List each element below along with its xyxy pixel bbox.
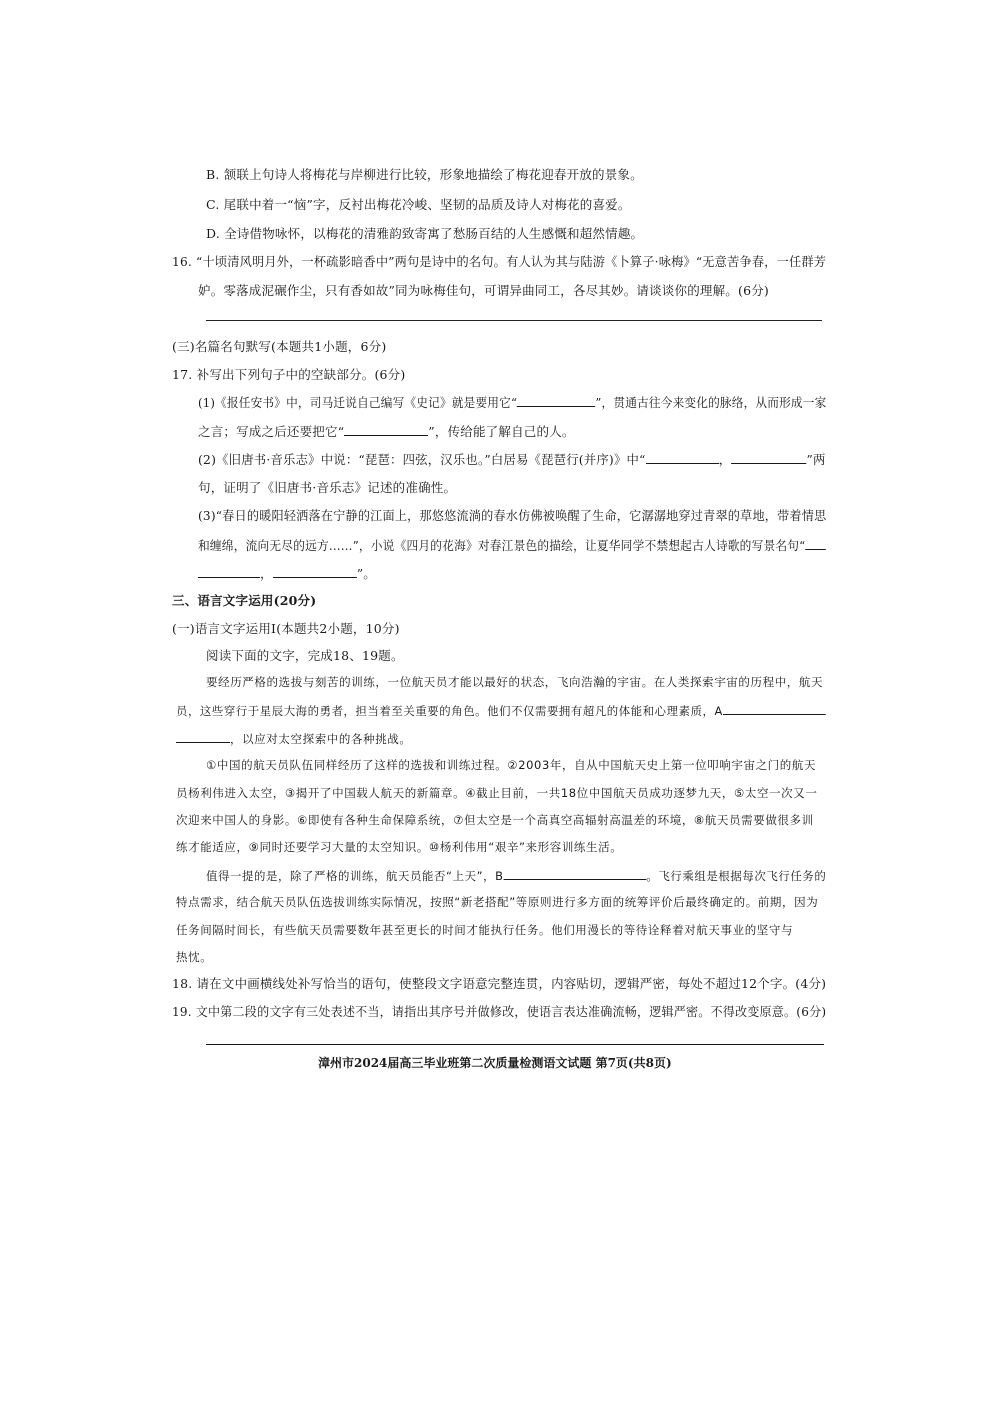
q17-p3a: (3)“春日的暖阳轻洒落在宁静的江面上，那悠悠流淌的春水仿佛被唤醒了生命，它潺潺地穿过青翠的草地，带着情思 [198, 508, 827, 523]
q17-blank-6[interactable] [273, 564, 357, 578]
q17-blank-5a[interactable] [805, 536, 826, 550]
q17-p1b: ”，贯通古往今来变化的脉络，从而形成一家 [595, 395, 827, 410]
passage-p1b: 员，这些穿行于星辰大海的勇者，担当着至关重要的角色。他们不仅需要拥有超凡的体能和心理素质，A [176, 704, 723, 718]
section-3-heading: (三)名篇名句默写(本题共1小题，6分) [172, 339, 387, 354]
footer-rule [206, 1044, 824, 1045]
q17-blank-1[interactable] [517, 393, 595, 407]
q17-stem: 17. 补写出下列句子中的空缺部分。(6分) [172, 367, 406, 382]
passage-p1-line3 [176, 729, 412, 748]
blank-a-continued[interactable] [176, 729, 230, 743]
q17-p2c: ”两 [806, 452, 826, 467]
q17-p2d: 句，证明了《旧唐书·音乐志》记述的准确性。 [198, 480, 457, 495]
passage-p2-line4: 练才能适应，⑨同时还要学习大量的太空知识。⑩杨利伟用“艰辛”来形容训练生活。 [176, 840, 623, 854]
q17-part2-line1 [198, 450, 826, 469]
q17-p3b: 和缠绵，流向无尽的远方……”，小说《四月的花海》对春江景色的描绘，让夏华同学不禁想起古人诗歌的写景名句“ [198, 538, 806, 553]
q17-p2b: ， [718, 452, 732, 467]
q17-blank-3[interactable] [646, 450, 719, 464]
q17-p3c: ， [260, 566, 273, 581]
blank-b[interactable] [504, 866, 647, 880]
passage-p3-line4: 热忱。 [176, 950, 213, 964]
q17-part1-line2 [198, 422, 575, 441]
q17-p3d: ”。 [356, 566, 376, 581]
passage-p1-line1: 要经历严格的选拔与刻苦的训练，一位航天员才能以最好的状态，飞向浩瀚的宇宙。在人类探索宇宙的历程中，航天 [206, 675, 824, 689]
q17-blank-4[interactable] [731, 450, 806, 464]
passage-p3-line2: 特点需求，结合航天员队伍选拔训练实际情况，按照“新老搭配”等原则进行多方面的统筹评价后最终确定的。前期，因为 [176, 895, 819, 909]
section-three-sub-heading: (一)语言文字运用Ⅰ(本题共2小题，10分) [172, 621, 400, 636]
q18: 18. 请在文中画横线处补写恰当的语句，使整段文字语意完整连贯，内容贴切，逻辑严密，每处不超过12个字。(4分) [172, 976, 827, 991]
q15-option-d: D. 全诗借物咏怀，以梅花的清雅韵致寄寓了愁肠百结的人生感慨和超然情趣。 [206, 226, 644, 241]
passage-p2-line2: 员杨利伟进入太空，③揭开了中国载人航天的新篇章。④截止目前，一共18位中国航天员成功逐梦九天，⑤太空一次又一 [176, 786, 818, 800]
q17-part1-line1 [198, 393, 826, 412]
page-footer: 漳州市2024届高三毕业班第二次质量检测语文试题 第7页(共8页) [318, 1056, 672, 1070]
section-three-heading: 三、语言文字运用(20分) [172, 593, 317, 608]
q17-p1a: (1)《报任安书》中，司马迁说自己编写《史记》就是要用它“ [198, 395, 518, 410]
passage-p2-line3: 次迎来中国人的身影。⑥即使有各种生命保障系统，⑦但太空是一个高真空高辐射高温差的环境，⑧航天员需要做很多训 [176, 813, 814, 827]
passage-p2-line1: ①中国的航天员队伍同样经历了这样的选拔和训练过程。②2003年，自从中国航天史上第一位叩响宇宙之门的航天 [206, 758, 817, 772]
q17-p1d: ”，传给能了解自己的人。 [428, 424, 575, 439]
passage-p3-line3: 任务间隔时间长，有些航天员需要数年甚至更长的时间才能执行任务。他们用漫长的等待诠释着对航天事业的坚守与 [176, 923, 794, 937]
passage-p1-line2 [176, 701, 826, 720]
q16-line-1: 16. “十顷清风明月外，一杯疏影暗香中”两句是诗中的名句。有人认为其与陆游《卜算子·咏梅》“无意苦争春，一任群芳 [172, 254, 827, 269]
blank-a[interactable] [723, 701, 826, 715]
q17-blank-5b[interactable] [198, 564, 260, 578]
q16-answer-rule [206, 320, 822, 321]
passage-p3a: 值得一提的是，除了严格的训练，航天员能否“上天”，B [206, 869, 504, 883]
q15-option-c: C. 尾联中着一“恼”字，反衬出梅花冷峻、坚韧的品质及诗人对梅花的喜爱。 [206, 197, 631, 212]
q19: 19. 文中第二段的文字有三处表述不当，请指出其序号并做修改，使语言表达准确流畅，逻辑严密。不得改变原意。(6分) [172, 1004, 827, 1019]
q17-p1c: 之言；写成之后还要把它“ [198, 424, 345, 439]
q17-part3-line3 [198, 564, 376, 583]
passage-p1c: ，以应对太空探索中的各种挑战。 [230, 732, 412, 746]
q17-blank-2[interactable] [344, 422, 428, 436]
q17-part3-line2 [198, 536, 826, 555]
q16-line-2: 妒。零落成泥碾作尘，只有香如故”同为咏梅佳句，可谓异曲同工，各尽其妙。请谈谈你的理解。(6分) [198, 283, 769, 298]
q17-p2a: (2)《旧唐书·音乐志》中说：“琵琶：四弦，汉乐也。”白居易《琵琶行(并序)》中“ [198, 452, 646, 467]
reading-instruction: 阅读下面的文字，完成18、19题。 [206, 648, 404, 663]
q15-option-b: B. 颔联上句诗人将梅花与岸柳进行比较，形象地描绘了梅花迎春开放的景象。 [206, 167, 643, 182]
passage-p3b: 。飞行乘组是根据每次飞行任务的 [646, 869, 827, 883]
passage-p3-line1 [206, 866, 826, 885]
